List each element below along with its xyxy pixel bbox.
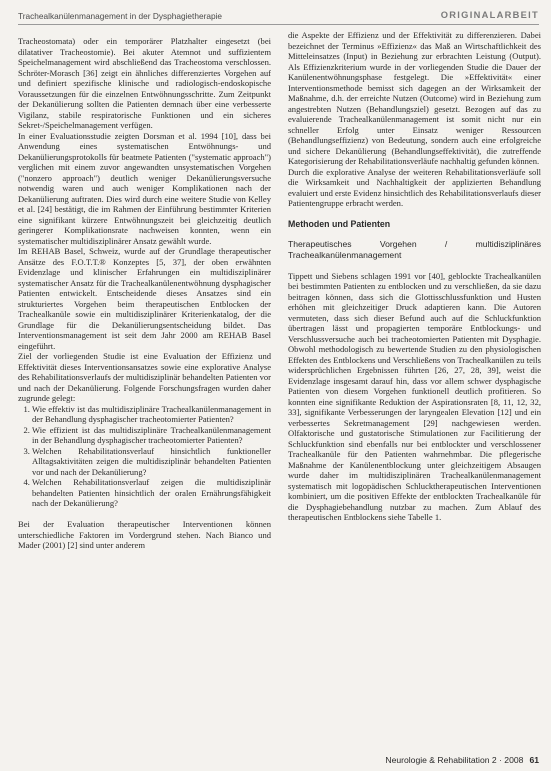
paragraph: Tippett und Siebens schlagen 1991 vor [40], geblockte Trachealkanülen bei bestimmten Patienten zu entblocken und zu verschließen, da sie dazu beitragen können, dass sich die Glottisschlussfunktion und Husten erhöhen mit gleichzeitiger Druck adaptieren kann. Die Autoren vermuteten, dass sich dieser Befund auch auf die Schluckfunktion übertragen lässt und propagierten temporäre Entblockungs- und Verschlussversuche auch bei tracheotomierten Patienten mit Dysphagie. Obwohl methodologisch zu bewertende Studien zu den physiologischen Effekten des Entblockens und Verschließens von Trachealkanülen zu teils widersprüchlichen Ergebnissen führten [26, 27, 28, 39], weist die Evidenzlage insgesamt darauf hin, dass vor allem schwer dysphagische Patienten von diesem Vorgehen funktionell deutlich profitieren. So konnten eine signifikante Reduktion der Aspirationsraten [8, 11, 12, 32, 33], signifikante Verbesserungen der laryngealen Elevation [12] und ein verbessertes Sekretmanagement [29] nachgewiesen werden. Olfaktorische und gustatorische Stimulationen zur Facilitierung der Schluckfunktion sind ebenfalls nur bei entblockter und verschlossener Trachealkanüle für den Patienten wahrnehmbar. Die pflegerische Maßnahme der Kanülenentblockung unter gleichzeitigem Absaugen wurde daher im multidisziplinären Trachealkanülenmanagement systematisch mit logopädischen Schlucktherapeutischen Interventionen kombiniert, um die positiven Effekte der entblockten Trachealkanüle für die Dysphagiebehandlung nutzbar zu machen. Zum Ablauf des therapeutischen Entblockens siehe Tabelle 1. — [288, 270, 541, 522]
journal-name: Neurologie & Rehabilitation 2 · 2008 — [385, 755, 524, 765]
page-footer — [385, 755, 539, 765]
paragraph: Bei der Evaluation therapeutischer Interventionen können unterschiedliche Faktoren im Vordergrund stehen. Nach Bianco und Mader (2001) [2] sind unter anderem — [18, 519, 271, 550]
paragraph: Im REHAB Basel, Schweiz, wurde auf der Grundlage therapeutischer Ansätze des F.O.T.T.® Konzeptes [5, 37], der oben erwähnten Evidenzlage und klinischer Erfahrungen ein multidisziplinärer systematischer Ansatz für die Trachealkanülenentwöhnung dysphagischer Patienten entwickelt. Entscheidende dieses Ansatzes sind ein strukturiertes Vorgehen beim therapeutischen Entblocken der Trachealkanüle sowie ein multidisziplinärer Kriterienkatalog, der die Grundlage für die Dekanülierungsentscheidung bildet. Das Interventionsmanagement ist seit dem Jahr 2000 am REHAB Basel eingeführt. — [18, 246, 271, 351]
section-label: ORIGINALARBEIT — [440, 10, 539, 20]
list-item: 3. Welchen Rehabilitationsverlauf hinsichtlich funktioneller Alltagsaktivitäten zeigen die multidisziplinär behandelten Patienten vor und nach der Dekanülierung? — [32, 446, 271, 478]
research-questions-list — [18, 404, 271, 509]
running-title: Trachealkanülenmanagement in der Dysphagietherapie — [18, 11, 223, 21]
page-header — [18, 10, 539, 25]
list-item: 2. Wie effizient ist das multidisziplinäre Trachealkanülenmanagement in der Behandlung dysphagischer tracheotomierter Patienten? — [32, 425, 271, 446]
section-heading: Methoden und Patienten — [288, 218, 391, 229]
paragraph: Ziel der vorliegenden Studie ist eine Evaluation der Effizienz und Effektivität dieses Interventionsansatzes sowie eine explorative Analyse des Rehabilitationsverlaufs der multidisziplinär behandelten Patienten vor und nach der Dekanülierung. Folgende Forschungsfragen wurden daher zugrunde gelegt: — [18, 351, 272, 403]
paragraph: Tracheostomata) oder ein temporärer Platzhalter eingesetzt (bei dilatativer Tracheostomie). Bei akuter Atemnot und suffizientem Speichelmanagement wird abschließend das Tracheostoma verschlossen. Schröter-Morasch [36] zeigt ein ähnliches differenziertes Vorgehen auf und definiert spezifische klinische und radiologisch-endoskopische Voraussetzungen für die einzelnen Entwöhnungsschritte. Zum Zeitpunkt der Dekanülierung sollten die Patienten demnach über eine verbesserte Vigilanz, stabile respiratorische Funktionen und ein sicheres Sekret-/Speichelmanagement verfügen. — [18, 36, 271, 130]
list-item: 4. Welchen Rehabilitationsverlauf zeigen die multidisziplinär behandelten Patienten hinsichtlich der oralen Ernährungsfähigkeit nach der Dekanülierung? — [32, 477, 271, 509]
list-item: 1. Wie effektiv ist das multidisziplinäre Trachealkanülenmanagement in der Behandlung dysphagischer tracheotomierter Patienten? — [32, 404, 271, 425]
left-column — [18, 36, 271, 551]
paragraph: die Aspekte der Effizienz und der Effektivität zu differenzieren. Dabei bezeichnet der Terminus »Effizienz« das Maß an Wirtschaftlichkeit des Mitteleinsatzes (Input) in Beziehung zur erbrachten Leistung (Output). Als Effizienzkriterium wurde in der vorliegenden Studie die Dauer der Kanülenentwöhnungsphase festgelegt. Die »Effektivität« einer Interventionsmethode bemisst sich dagegen an der Wirksamkeit der Maßnahme, d.h. der erreichte Nutzen (Outcome) wird in Beziehung zum angestrebten Nutzen (Behandlungsziel) gesetzt. Bezogen auf das zu evaluierende Trachealkanülenmanagement ist somit nicht nur ein schneller Erfolg unter Einsatz weniger Ressourcen (Behandlungseffizienz) von Bedeutung, sondern auch eine erfolgreiche und sichere Dekanülierung (Behandlungseffektivität), die zutreffende Kategorisierung der Rehabilitationsverläufe nachhaltig gefunden können. — [288, 30, 541, 166]
right-column — [288, 30, 541, 523]
paragraph: Durch die explorative Analyse der weiteren Rehabilitationsverläufe soll die Wirksamkeit und Nachhaltigkeit der applizierten Behandlung evaluiert und erste Evidenz hinsichtlich des Rehabilitationsverlaufs dieser Patientengruppe erbracht werden. — [288, 166, 541, 208]
subsection-heading: Therapeutisches Vorgehen / multidisziplinäres Trachealkanülenmanagement — [288, 239, 541, 260]
paragraph: In einer Evaluationsstudie zeigten Dorsman et al. 1994 [10], dass bei Anwendung eines systematischen Entwöhnungs- und Dekanülierungsprotokolls für beatmete Patienten ("systematic approach") verglichen mit einem zuvor angewandten unsystematischen Vorgehen ("nonzero approach") deutlich weniger Dekanülierungsversuche notwendig waren und auch weniger Komplikationen nach der Dekanülierung auftraten. Dies wird durch eine weitere Studie von Kelley et al. [24] bestätigt, die im Rahmen der Einführung bestimmter Kriterien eine signifikant kürzere Entwöhnungszeit bei gleichzeitig deutlich geringerer Komplikationsrate nachweisen konnten, wenn ein systematischer multidisziplinärer Ansatz gewählt wurde. — [18, 130, 271, 246]
page-number: 61 — [529, 755, 539, 765]
